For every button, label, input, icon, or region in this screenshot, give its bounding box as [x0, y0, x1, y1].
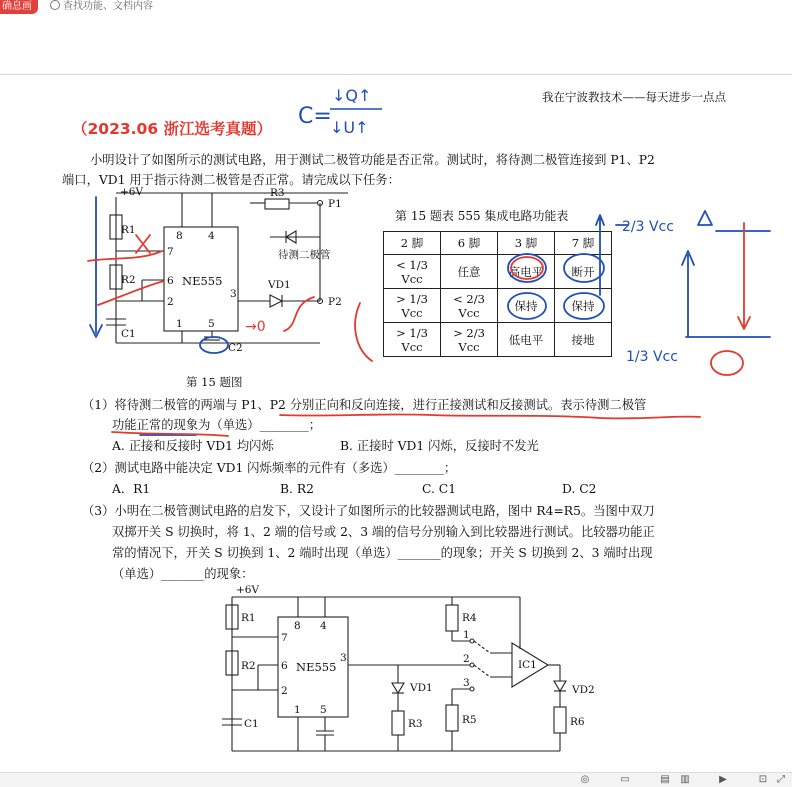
table-cell: > 2/3 Vcc — [441, 323, 498, 357]
eye-icon[interactable]: ◎ — [580, 774, 590, 785]
fig15-c1: C1 — [121, 328, 136, 340]
fig15-caption: 第 15 题图 — [186, 375, 243, 389]
fig2-chip: NE555 — [296, 660, 337, 674]
fig15-pin7: 7 — [167, 246, 174, 258]
fig2-vd1: VD1 — [410, 682, 433, 694]
handwriting-overlay — [0, 75, 792, 772]
fig2-r3: R3 — [408, 718, 423, 730]
fig15-pin5: 5 — [208, 318, 215, 330]
table-cell: > 1/3 Vcc — [384, 289, 441, 323]
table-header-cell: 2 脚 — [384, 232, 441, 255]
table-cell: 断开 — [555, 255, 612, 289]
intro-line-1: 小明设计了如图所示的测试电路，用于测试二极管功能是否正常。测试时，将待测二极管连接到 P1、P2 — [90, 153, 655, 167]
page-header: 我在宁波教技术——每天进步一点点 — [542, 90, 726, 104]
fig2-vd2: VD2 — [572, 684, 595, 696]
table-cell: 保持 — [555, 289, 612, 323]
fig2-ic1: IC1 — [518, 659, 537, 671]
fig2-pin4: 4 — [320, 620, 327, 632]
fig15-r3: R3 — [270, 187, 285, 199]
fig15-c2: C2 — [228, 342, 243, 354]
q3-line-4: （单选）_______的现象： — [112, 567, 254, 581]
q2-option-a: A．R1 — [112, 482, 151, 496]
fig2-c1: C1 — [244, 718, 259, 730]
fig2-pin7: 7 — [281, 632, 288, 644]
anno-formula-num: ↓Q↑ — [332, 86, 372, 105]
q2-line: （2）测试电路中能决定 VD1 闪烁频率的元件有（多选）________； — [82, 461, 457, 475]
fig15-pin3: 3 — [230, 288, 237, 300]
fig2-pin1: 1 — [294, 704, 301, 716]
table-header-cell: 3 脚 — [498, 232, 555, 255]
q1-line-1: （1）将待测二极管的两端与 P1、P2 分别正向和反向连接，进行正接测试和反接测试。表示待测二极管 — [82, 398, 647, 412]
q2-option-c: C. C1 — [422, 482, 457, 496]
fig15-pin2: 2 — [167, 296, 174, 308]
table-header-cell: 7 脚 — [555, 232, 612, 255]
fig2-r2: R2 — [241, 660, 256, 672]
intro-line-2: 端口，VD1 用于指示待测二极管是否正常。请完成以下任务： — [62, 173, 400, 187]
anno-formula-den: ↓U↑ — [330, 118, 369, 137]
q1-option-a: A. 正接和反接时 VD1 均闪烁 — [112, 439, 274, 453]
fig15-r2: R2 — [121, 274, 136, 286]
fig2-pin6: 6 — [281, 660, 288, 672]
table-cell: 任意 — [441, 255, 498, 289]
fig2-r5: R5 — [462, 714, 477, 726]
table-cell: < 2/3 Vcc — [441, 289, 498, 323]
q3-line-3: 常的情况下，开关 S 切换到 1、2 端时出现（单选）_______的现象；开关 S 切换到 2、3 端时出现 — [112, 546, 653, 560]
table-cell: > 1/3 Vcc — [384, 323, 441, 357]
fig2-pin8: 8 — [294, 620, 301, 632]
search-placeholder: 查找功能、文档内容 — [63, 1, 153, 12]
anno-one-third: 1/3 Vcc — [626, 349, 678, 365]
page-title: （2023.06 浙江选考真题） — [72, 120, 272, 138]
table-cell: 接地 — [555, 323, 612, 357]
app-toolbar — [0, 0, 792, 16]
fig2-pin3: 3 — [340, 652, 347, 664]
fig2-pin5: 5 — [320, 704, 327, 716]
table-cell: 高电平 — [498, 255, 555, 289]
fig15-chip: NE555 — [182, 274, 223, 288]
fig2-pin2: 2 — [281, 685, 288, 697]
fig2-s1: 1 — [463, 629, 470, 641]
fig15-vcc: +6V — [120, 186, 144, 198]
table-cell: 保持 — [498, 289, 555, 323]
app-tag[interactable]: 确息画 — [0, 0, 38, 14]
table-cell: < 1/3 Vcc — [384, 255, 441, 289]
fig15-p2: P2 — [328, 296, 342, 308]
fit-page-icon[interactable]: ⊡ — [758, 774, 768, 785]
anno-formula-c: C= — [298, 104, 332, 129]
fig15-dut: 待测二极管 — [278, 249, 331, 261]
play-icon[interactable]: ▶ — [719, 774, 727, 785]
fig2-s3: 3 — [463, 677, 470, 689]
fig15-pin6: 6 — [167, 275, 174, 287]
q3-line-2: 双掷开关 S 切换时，将 1、2 端的信号或 2、3 端的信号分别输入到比较器进行测试。比较器功能正 — [112, 525, 655, 539]
fig15-pin1: 1 — [176, 318, 183, 330]
document-page — [0, 74, 792, 772]
single-page-icon[interactable]: ▭ — [620, 774, 630, 785]
double-page-icon[interactable]: ▥ — [680, 774, 690, 785]
fig15-r1: R1 — [121, 224, 136, 236]
table-cell: 低电平 — [498, 323, 555, 357]
fig2-vcc: +6V — [236, 584, 260, 596]
search-input[interactable] — [50, 0, 153, 14]
fig2-r1: R1 — [241, 612, 256, 624]
anno-two-thirds: 2/3 Vcc — [622, 219, 674, 235]
q1-option-b: B. 正接时 VD1 闪烁，反接时不发光 — [340, 439, 539, 453]
fig2-s2: 2 — [463, 653, 470, 665]
q2-option-b: B. R2 — [280, 482, 314, 496]
book-view-icon[interactable]: ▤ — [660, 774, 670, 785]
fig15-vd1: VD1 — [268, 279, 291, 291]
fig15-pin8: 8 — [176, 230, 183, 242]
fig2-r4: R4 — [462, 612, 477, 624]
q1-line-2: 功能正常的现象为（单选）________； — [112, 418, 322, 432]
status-bar — [0, 772, 792, 787]
table-header-cell: 6 脚 — [441, 232, 498, 255]
fig15-p1: P1 — [328, 198, 342, 210]
table15-caption: 第 15 题表 555 集成电路功能表 — [395, 209, 569, 223]
q3-line-1: （3）小明在二极管测试电路的启发下，又设计了如图所示的比较器测试电路，图中 R4=R5。当图中双刀 — [82, 504, 655, 518]
anno-to-zero: →0 — [245, 319, 266, 335]
search-icon — [50, 0, 60, 10]
fig2-r6: R6 — [570, 716, 585, 728]
fig15-pin4: 4 — [208, 230, 215, 242]
fullscreen-icon[interactable]: ⤢ — [777, 774, 785, 785]
q2-option-d: D. C2 — [562, 482, 597, 496]
